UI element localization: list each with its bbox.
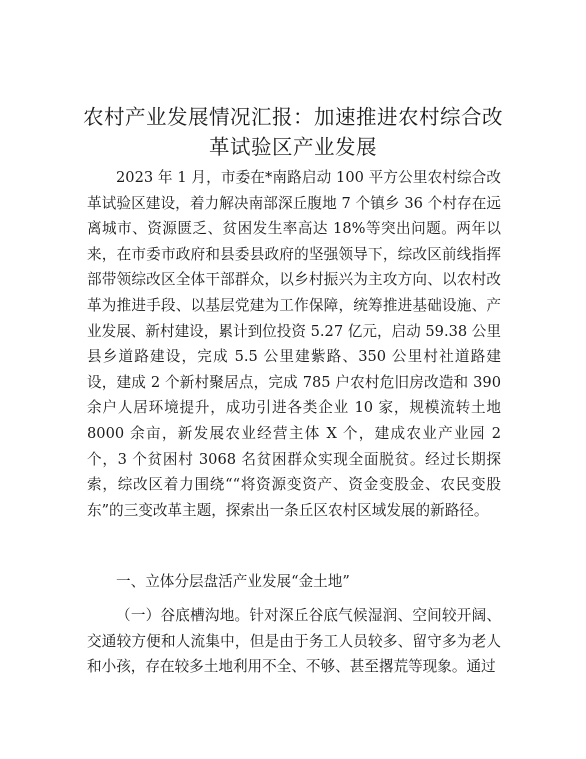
subsection-paragraph: （一）谷底槽沟地。针对深丘谷底气候湿润、空间较开阔、交通较方便和人流集中，但是由于务工人员较多、留守多为老人和小孩，存在较多土地利用不全、不够、甚至撂荒等现象。通过 [87, 607, 501, 676]
document-title: 农村产业发展情况汇报：加速推进农村综合改革试验区产业发展 [83, 105, 503, 159]
intro-paragraph: 2023 年 1 月，市委在*南路启动 100 平方公里农村综合改革试验区建设，着力解决南部深丘腹地 7 个镇乡 36 个村存在远离城市、资源匮乏、贫困发生率高达 18%等突出问题。两年以来，在市委市政府和县委县政府的坚强领导下，综改区前线指挥部带领综改区全体干部群众，以乡村振兴为主攻方向、以农村改革为推进手段、以基层党建为工作保障，统筹推进基础设施、产业发展、新村建设，累计到位投资 5.27 亿元，启动 59.38 公里县乡道路建设，完成 5.5 公里建紫路、350 公里村社道路建设，建成 2 个新村聚居点，完成 785 户农村危旧房改造和 390 余户人居环境提升，成功引进各类企业 10 家，规模流转土地 8000 余亩，新发展农业经营主体 X 个，建成农业产业园 2 个，3 个贫困村 3068 名贫困群众实现全面脱贫。经过长期探索，综改区着力围绕““将资源变资产、资金变股金、农民变股东”的三变改革主题，探索出一条丘区农村区域发展的新路径。 [87, 169, 501, 519]
section-heading: 一、立体分层盘活产业发展“金土地” [116, 573, 350, 590]
